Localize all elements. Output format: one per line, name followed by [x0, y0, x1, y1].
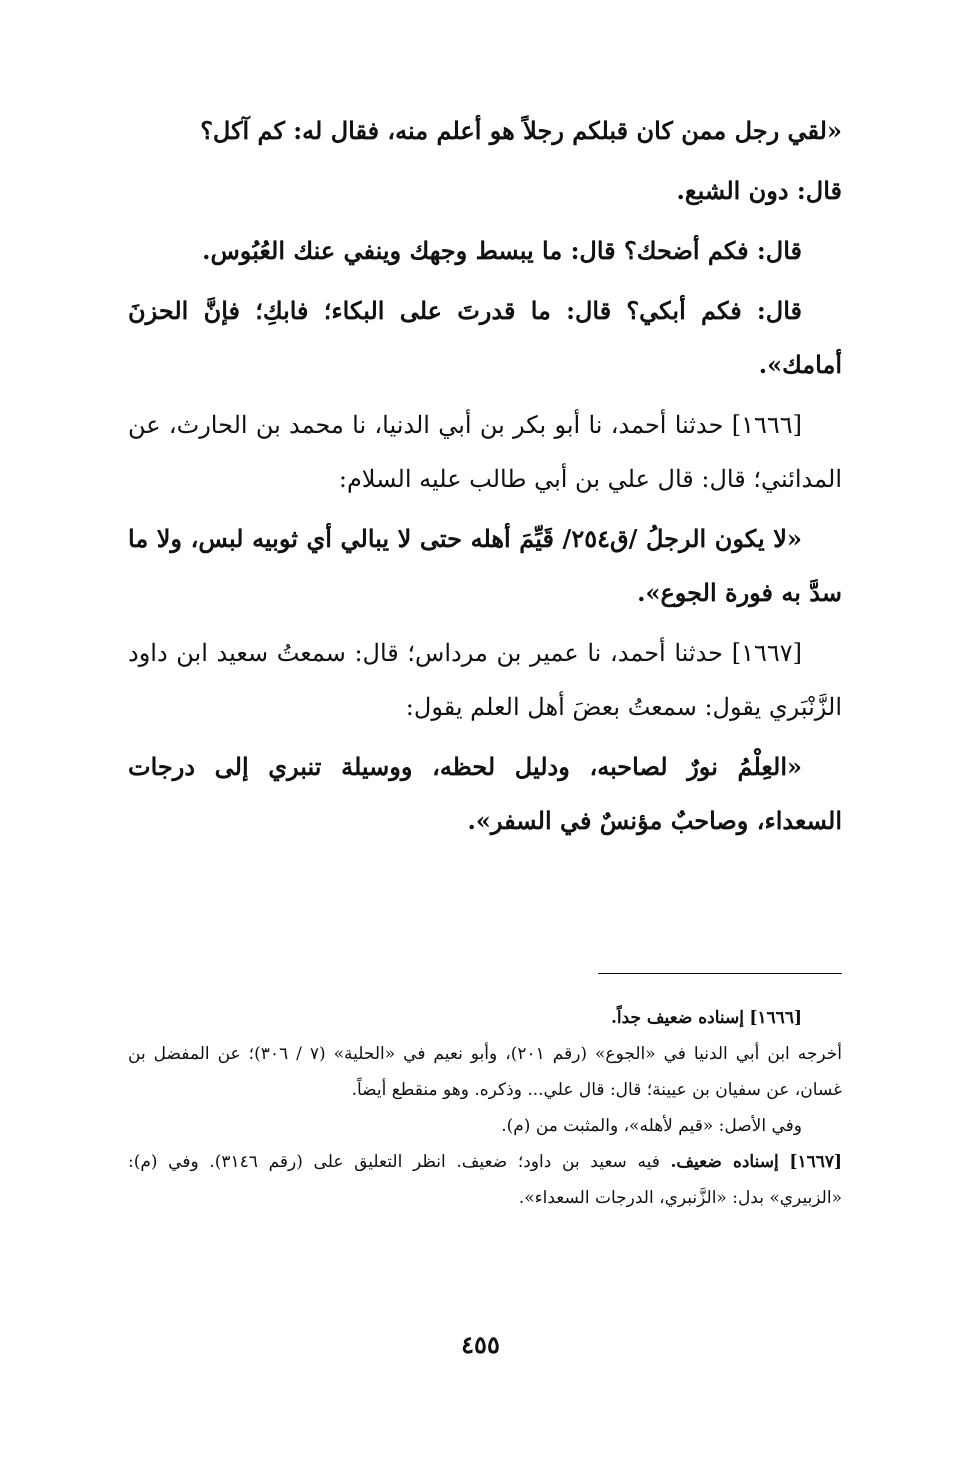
quote-line-3: قال: فكم أضحك؟ قال: ما يبسط وجهك وينفي عنك العُبُوس.: [202, 236, 802, 265]
page-number: ٤٥٥: [461, 1330, 500, 1359]
footnote-ref-1667: [١٦٦٧]: [789, 1152, 843, 1172]
footnote-1666-takhrij: أخرجه ابن أبي الدنيا في «الجوع» (رقم ٢٠١)، وأبو نعيم في «الحلية» (٧ / ٣٠٦)؛ عن المفضل بن غسان، عن سفيان بن عيينة؛ قال: قال علي... وذكره. وهو منقطع أيضاً.: [128, 1044, 842, 1100]
footnotes: [128, 1000, 842, 1216]
hadith-number-1666: [١٦٦٦]: [731, 411, 802, 439]
main-text: [128, 104, 842, 854]
footnote-1667: [128, 1144, 842, 1216]
footnote-1667-text: فيه سعيد بن داود؛ ضعيف. انظر التعليق على (رقم ٣١٤٦). وفي (م): «الزبيري» بدل: «الزَّنبري، الدرجات السعداء».: [128, 1152, 842, 1208]
footnote-1666-head: إسناده ضعيف جداً.: [610, 1008, 744, 1028]
footnote-divider: [598, 973, 842, 974]
hadith-1666-text: حدثنا أحمد، نا أبو بكر بن أبي الدنيا، نا محمد بن الحارث، عن المدائني؛ قال: قال علي بن أبي طالب عليه السلام:: [128, 411, 842, 493]
hadith-1667-matn: «العِلْمُ نورٌ لصاحبه، ودليل لحظه، ووسيلة تنبري إلى درجات السعداء، وصاحبٌ مؤنسٌ في السفر».: [128, 752, 842, 835]
quote-line-1: «لقي رجل ممن كان قبلكم رجلاً هو أعلم منه، فقال له: كم آكل؟: [200, 116, 842, 145]
footnote-ref-1666: [١٦٦٦]: [749, 1008, 802, 1028]
hadith-number-1667: [١٦٦٧]: [731, 639, 802, 667]
footnote-1666-grade: [128, 1000, 842, 1036]
hadith-1667-isnad: [128, 626, 842, 734]
quote-line-4: قال: فكم أبكي؟ قال: ما قدرتَ على البكاء؛ فابكِ؛ فإنَّ الحزنَ أمامك».: [128, 296, 842, 379]
footnote-1667-grade: إسناده ضعيف.: [670, 1152, 779, 1172]
hadith-1667-text: حدثنا أحمد، نا عمير بن مرداس؛ قال: سمعتُ سعيد ابن داود الزَّنْبَري يقول: سمعتُ بعضَ أهل العلم يقول:: [128, 639, 842, 721]
hadith-1666-matn: «لا يكون الرجلُ /ق٢٥٤/ قَيِّمَ أهله حتى لا يبالي أي ثوبيه لبس، ولا ما سدَّ به فورة الجوع».: [128, 524, 842, 607]
footnote-1666-variant: وفي الأصل: «قيم لأهله»، والمثبت من (م).: [501, 1116, 802, 1136]
quote-line-2: قال: دون الشبع.: [676, 176, 842, 205]
hadith-1666-isnad: [128, 398, 842, 506]
